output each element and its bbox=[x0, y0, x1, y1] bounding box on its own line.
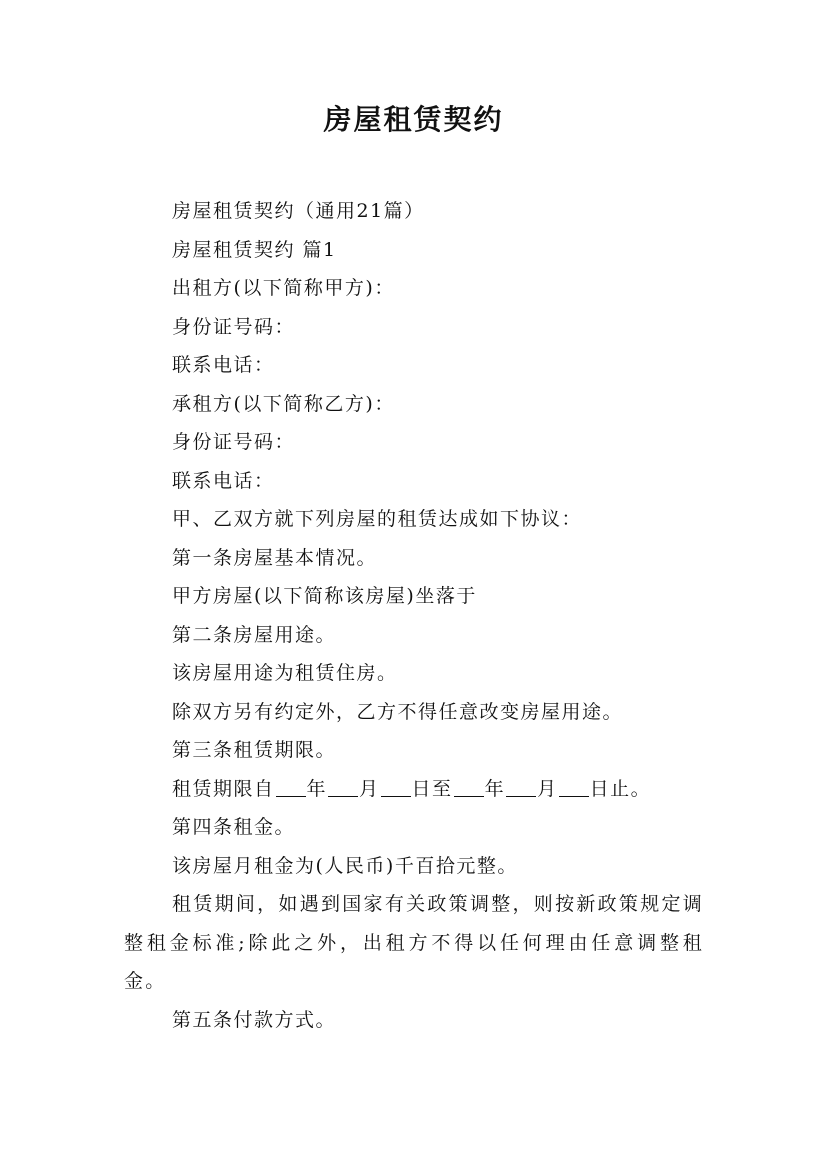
text-line: 承租方(以下简称乙方)： bbox=[172, 392, 395, 415]
text-line: 第三条租赁期限。 bbox=[172, 739, 337, 761]
text-line: 联系电话： bbox=[172, 354, 275, 376]
lease-term-prefix: 租赁期限自 bbox=[172, 777, 275, 800]
blank-field bbox=[454, 774, 484, 797]
blank-field bbox=[381, 774, 411, 797]
lease-year-label: 年 bbox=[306, 777, 328, 800]
blank-field bbox=[276, 774, 306, 797]
text-line: 除双方另有约定外，乙方不得任意改变房屋用途。 bbox=[172, 700, 624, 723]
lease-term-line bbox=[124, 770, 704, 809]
lease-day-label: 日止。 bbox=[589, 777, 652, 800]
lease-year-label: 年 bbox=[484, 777, 506, 800]
document-body bbox=[124, 192, 704, 1039]
document-title: 房屋租赁契约 bbox=[323, 103, 504, 136]
blank-field bbox=[559, 774, 589, 797]
lease-month-label: 月 bbox=[537, 777, 558, 800]
blank-field bbox=[328, 774, 358, 797]
text-line: 房屋租赁契约（通用21篇） bbox=[172, 200, 425, 222]
text-line: 该房屋用途为租赁住房。 bbox=[172, 662, 398, 684]
text-line: 甲、乙双方就下列房屋的租赁达成如下协议： bbox=[172, 508, 583, 530]
text-line: 身份证号码： bbox=[172, 431, 296, 453]
lease-month-label: 月 bbox=[359, 777, 380, 800]
text-line: 房屋租赁契约 篇1 bbox=[172, 238, 337, 261]
text-line: 第五条付款方式。 bbox=[172, 1008, 337, 1031]
blank-field bbox=[506, 774, 536, 797]
rent-adjustment-paragraph: 租赁期间，如遇到国家有关政策调整，则按新政策规定调整租金标准;除此之外，出租方不得以任何理由任意调整租金。 bbox=[124, 893, 704, 992]
text-line: 该房屋月租金为(人民币)千百拾元整。 bbox=[172, 854, 518, 877]
text-line: 身份证号码： bbox=[172, 315, 296, 338]
text-line: 第二条房屋用途。 bbox=[172, 623, 337, 646]
text-line: 甲方房屋(以下简称该房屋)坐落于 bbox=[172, 585, 477, 607]
text-line: 第四条租金。 bbox=[172, 816, 296, 838]
lease-day-label: 日至 bbox=[411, 777, 453, 800]
text-line: 联系电话： bbox=[172, 469, 275, 492]
text-line: 第一条房屋基本情况。 bbox=[172, 546, 378, 569]
text-line: 出租方(以下简称甲方)： bbox=[172, 277, 395, 299]
